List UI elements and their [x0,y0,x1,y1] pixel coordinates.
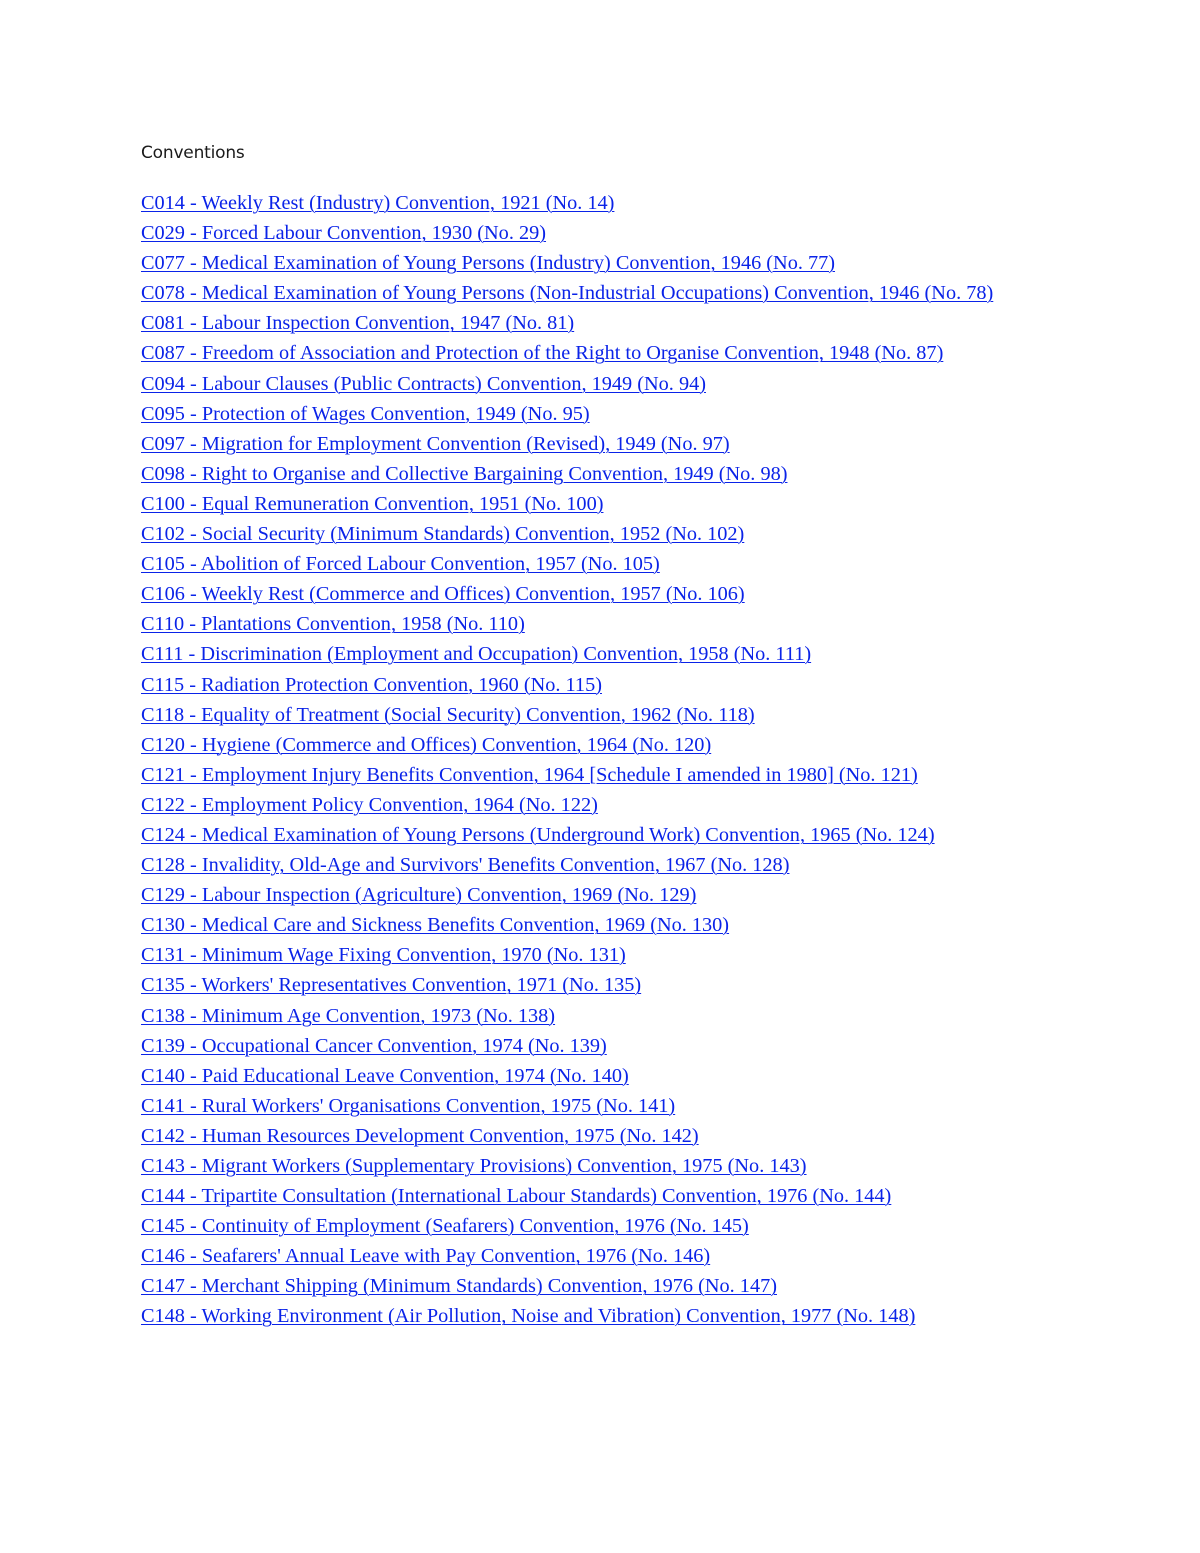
list-item [141,702,1071,729]
list-item [141,762,1071,789]
convention-link[interactable]: C111 - Discrimination (Employment and Occupation) Convention, 1958 (No. 111) [141,643,812,666]
convention-link[interactable]: C124 - Medical Examination of Young Persons (Underground Work) Convention, 1965 (No. 124) [141,823,935,846]
convention-link[interactable]: C129 - Labour Inspection (Agriculture) Convention, 1969 (No. 129) [141,884,697,907]
convention-link[interactable]: C087 - Freedom of Association and Protection of the Right to Organise Convention, 1948 (No. 87) [141,342,944,365]
list-item [141,551,1071,578]
list-item [141,641,1071,668]
convention-link[interactable]: C135 - Workers' Representatives Convention, 1971 (No. 135) [141,974,642,997]
list-item [141,822,1071,849]
convention-link[interactable]: C131 - Minimum Wage Fixing Convention, 1970 (No. 131) [141,944,626,967]
convention-link[interactable]: C029 - Forced Labour Convention, 1930 (No. 29) [141,222,547,245]
convention-link[interactable]: C098 - Right to Organise and Collective Bargaining Convention, 1949 (No. 98) [141,462,788,485]
list-item [141,220,1071,247]
convention-link[interactable]: C145 - Continuity of Employment (Seafarers) Convention, 1976 (No. 145) [141,1215,749,1238]
list-item [141,1033,1071,1060]
convention-link[interactable]: C120 - Hygiene (Commerce and Offices) Convention, 1964 (No. 120) [141,733,712,756]
convention-link[interactable]: C115 - Radiation Protection Convention, 1960 (No. 115) [141,673,602,696]
list-item [141,371,1071,398]
list-item [141,310,1071,337]
convention-link[interactable]: C146 - Seafarers' Annual Leave with Pay Convention, 1976 (No. 146) [141,1245,711,1268]
convention-link[interactable]: C094 - Labour Clauses (Public Contracts) Convention, 1949 (No. 94) [141,372,706,395]
list-item [141,972,1071,999]
list-item [141,672,1071,699]
list-item [141,912,1071,939]
list-item [141,1273,1071,1300]
convention-link[interactable]: C110 - Plantations Convention, 1958 (No. 110) [141,613,525,636]
list-item [141,581,1071,608]
convention-link[interactable]: C142 - Human Resources Development Convention, 1975 (No. 142) [141,1124,699,1147]
list-item [141,491,1071,518]
convention-link[interactable]: C148 - Working Environment (Air Pollution, Noise and Vibration) Convention, 1977 (No. 148) [141,1305,916,1328]
list-item [141,1243,1071,1270]
list-item [141,401,1071,428]
list-item [141,1063,1071,1090]
convention-link[interactable]: C140 - Paid Educational Leave Convention, 1974 (No. 140) [141,1064,629,1087]
convention-link[interactable]: C138 - Minimum Age Convention, 1973 (No. 138) [141,1004,556,1027]
list-item [141,611,1071,638]
list-item [141,1123,1071,1150]
convention-link[interactable]: C139 - Occupational Cancer Convention, 1974 (No. 139) [141,1034,607,1057]
convention-link[interactable]: C143 - Migrant Workers (Supplementary Provisions) Convention, 1975 (No. 143) [141,1155,807,1177]
list-item [141,1003,1071,1030]
convention-link[interactable]: C014 - Weekly Rest (Industry) Convention, 1921 (No. 14) [141,192,615,214]
list-item [141,1093,1071,1120]
convention-list [141,190,1071,1334]
list-item [141,1213,1071,1240]
convention-link[interactable]: C128 - Invalidity, Old-Age and Survivors' Benefits Convention, 1967 (No. 128) [141,854,790,877]
convention-link[interactable]: C106 - Weekly Rest (Commerce and Offices) Convention, 1957 (No. 106) [141,583,745,606]
convention-link[interactable]: C130 - Medical Care and Sickness Benefits Convention, 1969 (No. 130) [141,914,730,937]
convention-link[interactable]: C078 - Medical Examination of Young Persons (Non-Industrial Occupations) Convention, 1946 (No. 78) [141,282,994,305]
convention-link[interactable]: C141 - Rural Workers' Organisations Convention, 1975 (No. 141) [141,1094,676,1117]
list-item [141,882,1071,909]
convention-link[interactable]: C081 - Labour Inspection Convention, 1947 (No. 81) [141,312,575,335]
list-item [141,732,1071,759]
list-item [141,1183,1071,1210]
convention-link[interactable]: C105 - Abolition of Forced Labour Convention, 1957 (No. 105) [141,553,660,576]
convention-link[interactable]: C144 - Tripartite Consultation (International Labour Standards) Convention, 1976 (No. 144) [141,1185,892,1208]
list-item [141,250,1071,277]
list-item [141,461,1071,488]
convention-link[interactable]: C095 - Protection of Wages Convention, 1949 (No. 95) [141,402,590,425]
list-item [141,1303,1071,1330]
list-item [141,190,1071,217]
convention-link[interactable]: C097 - Migration for Employment Convention (Revised), 1949 (No. 97) [141,432,730,455]
convention-link[interactable]: C102 - Social Security (Minimum Standards) Convention, 1952 (No. 102) [141,523,745,546]
list-item [141,340,1071,367]
convention-link[interactable]: C118 - Equality of Treatment (Social Security) Convention, 1962 (No. 118) [141,703,755,726]
convention-link[interactable]: C077 - Medical Examination of Young Persons (Industry) Convention, 1946 (No. 77) [141,252,836,275]
list-item [141,431,1071,458]
page-heading: Conventions [141,143,245,163]
list-item [141,1153,1071,1180]
list-item [141,521,1071,548]
convention-link[interactable]: C122 - Employment Policy Convention, 1964 (No. 122) [141,793,598,816]
convention-link[interactable]: C100 - Equal Remuneration Convention, 1951 (No. 100) [141,492,604,515]
convention-link[interactable]: C121 - Employment Injury Benefits Convention, 1964 [Schedule I amended in 1980] (No. 121) [141,763,918,786]
list-item [141,852,1071,879]
list-item [141,280,1071,307]
convention-link[interactable]: C147 - Merchant Shipping (Minimum Standards) Convention, 1976 (No. 147) [141,1275,777,1298]
list-item [141,942,1071,969]
list-item [141,792,1071,819]
